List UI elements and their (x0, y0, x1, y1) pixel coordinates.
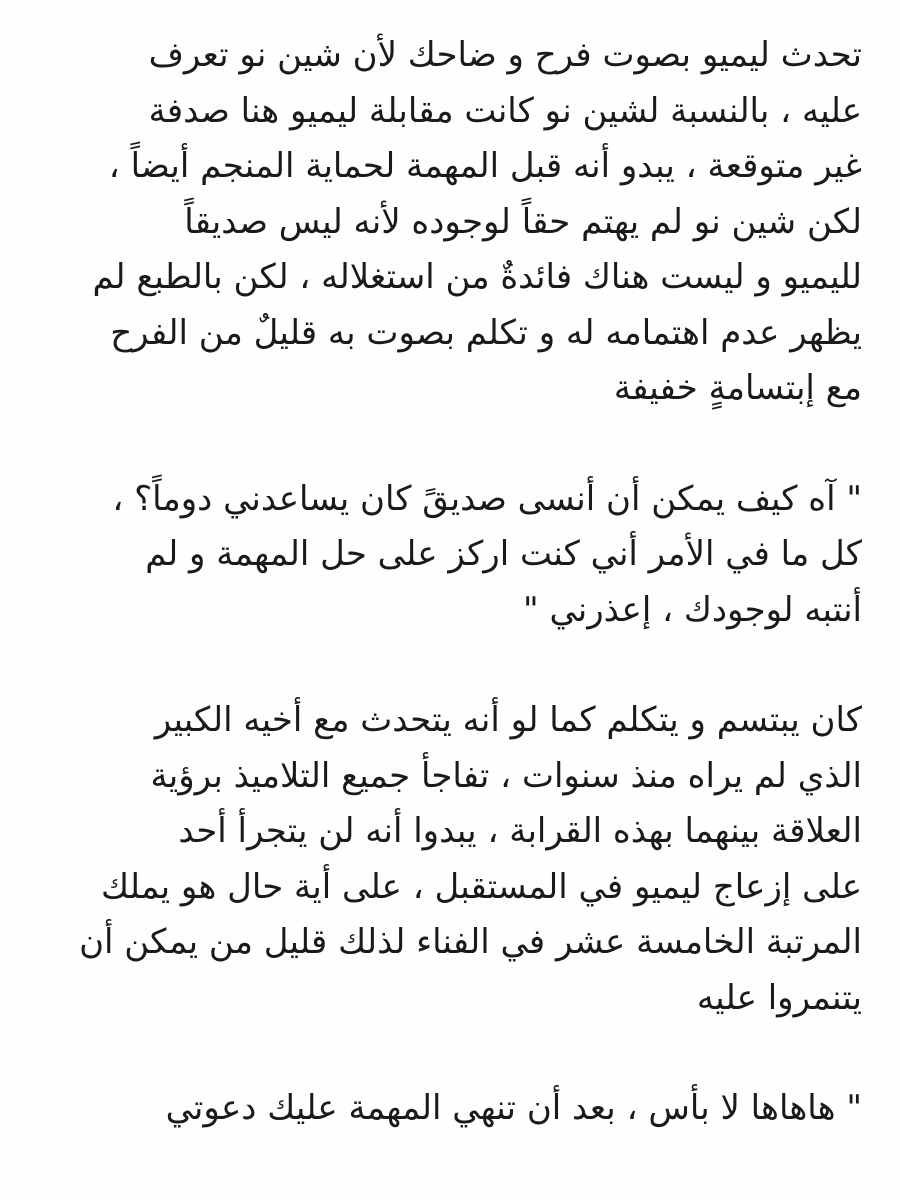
paragraph-3 (52, 693, 862, 1026)
text-line: يتنمروا عليه (696, 977, 862, 1018)
text-line: كل ما في الأمر أني كنت اركز على حل المهمة و لم (145, 534, 862, 574)
paragraph-spacer (52, 1026, 862, 1081)
text-line: كان يبتسم و يتكلم كما لو أنه يتحدث مع أخيه الكبير (154, 700, 862, 740)
text-line: المرتبة الخامسة عشر في الفناء لذلك قليل من يمكن أن (79, 922, 862, 962)
paragraph-spacer (52, 638, 862, 693)
text-line: يظهر عدم اهتمامه له و تكلم بصوت به قليلٌ من الفرح (110, 312, 862, 353)
paragraph-2-dialogue (52, 472, 862, 639)
text-line: أنتبه لوجودك ، إعذرني " (523, 589, 862, 630)
text-line: عليه ، بالنسبة لشين نو كانت مقابلة ليميو هنا صدفة (148, 90, 862, 131)
text-line: لكن شين نو لم يهتم حقاً لوجوده لأنه ليس صديقاً (184, 201, 862, 242)
text-line: غير متوقعة ، يبدو أنه قبل المهمة لحماية المنجم أيضاً ، (108, 146, 862, 186)
document-page (52, 28, 862, 1137)
text-line: تحدث ليميو بصوت فرح و ضاحك لأن شين نو تعرف (148, 35, 862, 75)
text-line: " هاهاها لا بأس ، بعد أن تنهي المهمة عليك دعوتي (165, 1088, 862, 1128)
text-line: العلاقة بينهما بهذه القرابة ، يبدوا أنه لن يتجرأ أحد (178, 811, 862, 851)
text-line: الذي لم يراه منذ سنوات ، تفاجأ جميع التلاميذ برؤية (150, 755, 862, 796)
text-line: على إزعاج ليميو في المستقبل ، على أية حال هو يملك (101, 866, 862, 907)
text-line: لليميو و ليست هناك فائدةٌ من استغلاله ، لكن بالطبع لم (92, 257, 862, 297)
paragraph-4-dialogue (52, 1081, 862, 1137)
text-line: مع إبتسامةٍ خفيفة (613, 368, 862, 408)
text-line: " آه كيف يمكن أن أنسى صديقً كان يساعدني دوماً؟ ، (112, 478, 862, 519)
paragraph-spacer (52, 417, 862, 472)
paragraph-1 (52, 28, 862, 417)
